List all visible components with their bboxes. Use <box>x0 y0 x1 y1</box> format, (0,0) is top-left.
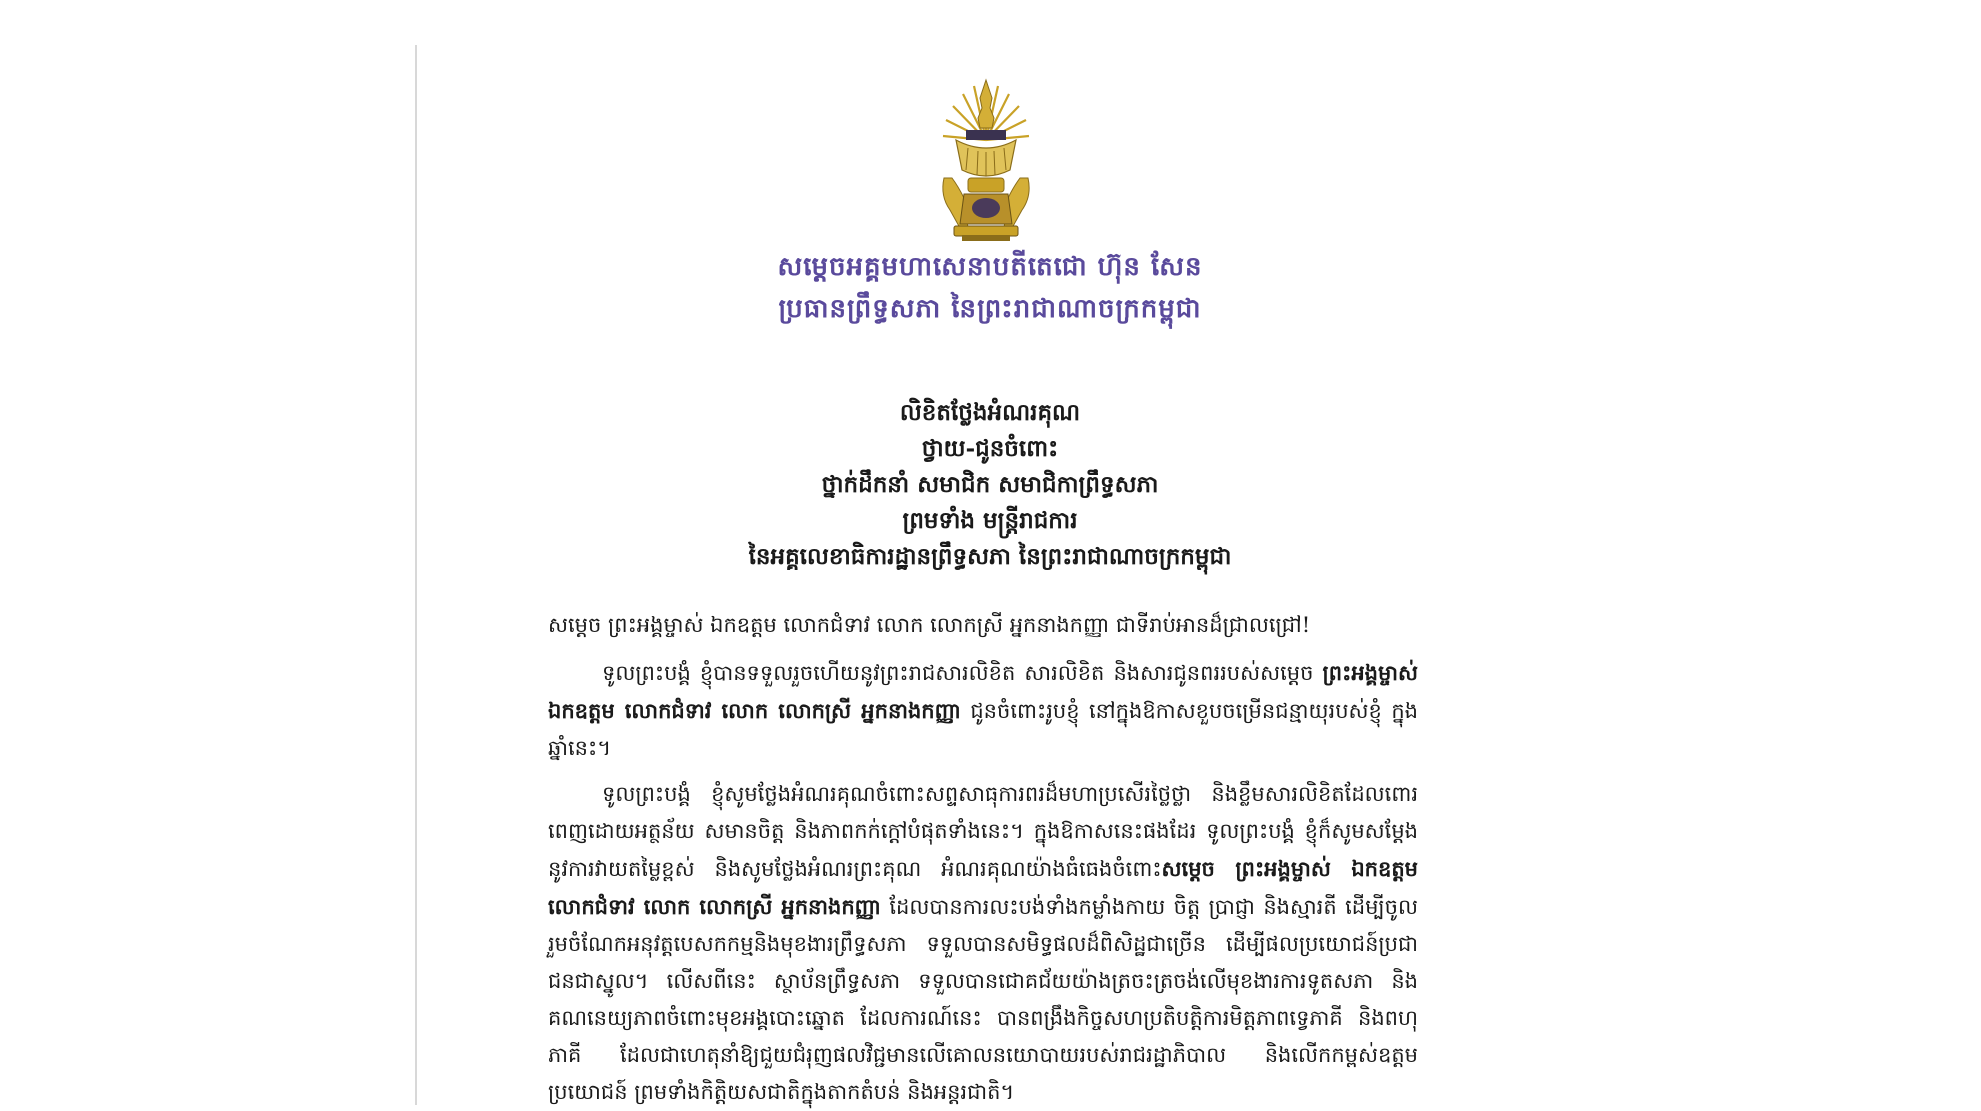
letter-addressee-2: ព្រមទាំង មន្ត្រីរាជការ <box>902 507 1078 534</box>
letter-addressee-3: នៃអគ្គលេខាធិការដ្ឋានព្រឹទ្ធសភា នៃព្រះរាជាណាចក្រកម្ពុជា <box>748 543 1232 570</box>
page-margin-line <box>415 45 417 1105</box>
letter-paragraph-1 <box>548 654 1418 767</box>
letter-addressee-1: ថ្នាក់ដឹកនាំ សមាជិក សមាជិកាព្រឹទ្ធសភា <box>821 471 1159 498</box>
royal-crest-icon <box>938 78 1034 243</box>
sender-title: ប្រធានព្រឹទ្ធសភា នៃព្រះរាជាណាចក្រកម្ពុជា <box>778 294 1202 324</box>
letter-salutation: សម្តេច ព្រះអង្គម្ចាស់ ឯកឧត្តម លោកជំទាវ លោក លោកស្រី អ្នកនាងកញ្ញា ជាទីរាប់អានដ៏ជ្រាលជ្រៅ! <box>548 613 1311 637</box>
paragraph-1-text-a: ទូលព្រះបង្គំ ខ្ញុំបានទទួលរួចហើយនូវព្រះរាជសារលិខិត សារលិខិត និងសារជូនពររបស់សម្តេច <box>602 661 1323 685</box>
letter-paragraph-2 <box>548 776 1418 1111</box>
paragraph-2-bold-text: សម្តេច ព្រះអង្គម្ចាស់ ឯកឧត្តម លោកជំទាវ លោក លោកស្រី អ្នកនាងកញ្ញា <box>548 856 1418 919</box>
letter-title: លិខិតថ្លែងអំណរគុណ <box>899 399 1081 426</box>
sender-name: សម្តេចអគ្គមហាសេនាបតីតេជោ ហ៊ុន សែន <box>777 252 1203 282</box>
paragraph-2-text-a: ទូលព្រះបង្គំ ខ្ញុំសូមថ្លែងអំណរគុណចំពោះសព្ទសាធុការពរដ៏មហាប្រសើរថ្លៃថ្លា និងខ្លឹមសារលិខិតដែលពោរពេញដោយអត្ថន័យ សមានចិត្ត និងភាពកក់ក្តៅបំផុតទាំងនេះ។ ក្នុងឱកាសនេះផងដែរ ទូលព្រះបង្គំ ខ្ញុំក៏សូមសម្តែងនូវការវាយតម្លៃខ្ពស់ និងសូមថ្លែងអំណរព្រះគុណ អំណរគុណយ៉ាងធំធេងចំពោះ <box>548 782 1418 881</box>
letter-title-block <box>560 395 1420 575</box>
paragraph-1-bold-text: ព្រះអង្គម្ចាស់ ឯកឧត្តម លោកជំទាវ លោក លោកស្រី អ្នកនាងកញ្ញា <box>548 660 1418 723</box>
letter-addressee-intro: ថ្វាយ-ជូនចំពោះ <box>921 435 1059 462</box>
paragraph-1-text-b: ជូនចំពោះរូបខ្ញុំ នៅក្នុងឱកាសខួបចម្រើនជន្មាយុរបស់ខ្ញុំ ក្នុងឆ្នាំនេះ។ <box>548 699 1418 760</box>
paragraph-2-text-b: ដែលបានការលះបង់ទាំងកម្លាំងកាយ ចិត្ត ប្រាជ្ញា និងស្មារតី ដើម្បីចូលរួមចំណែកអនុវត្តបេសកកម្មនិងមុខងារព្រឹទ្ធសភា ទទួលបានសមិទ្ធផលដ៏ពិសិដ្ឋជាច្រើន ដើម្បីផលប្រយោជន៍ប្រជាជនជាស្នូល។ លើសពីនេះ ស្ថាប័នព្រឹទ្ធសភា ទទួលបានជោគជ័យយ៉ាងត្រចះត្រចង់លើមុខងារការទូតសភា និងគណនេយ្យភាពចំពោះមុខអង្គបោះឆ្នោត ដែលការណ៍នេះ បានពង្រឹងកិច្ចសហប្រតិបត្តិការមិត្តភាពទ្វេភាគី និងពហុភាគី ដែលជាហេតុនាំឱ្យជួយជំរុញផលវិជ្ជមានលើគោលនយោបាយរបស់រាជរដ្ឋាភិបាល និងលើកកម្ពស់ឧត្តមប្រយោជន៍ ព្រមទាំងកិត្តិយសជាតិក្នុងតាកតំបន់ និងអន្តរជាតិ។ <box>548 895 1418 1104</box>
